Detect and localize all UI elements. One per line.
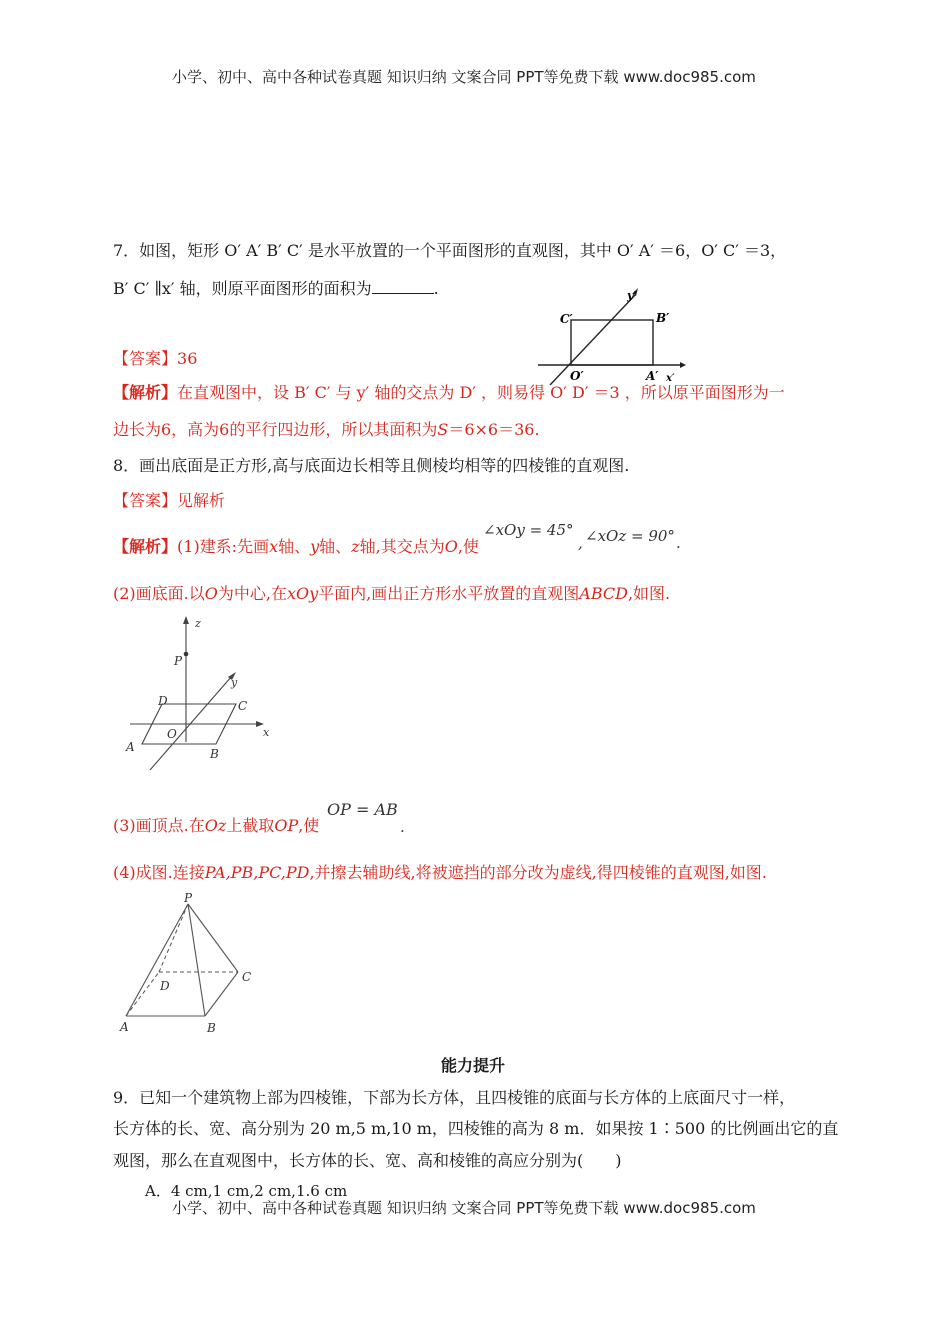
- step-text: (3)画顶点.在: [113, 816, 205, 835]
- q7-line2-text: B′ C′ ∥x′ 轴，则原平面图形的面积为: [113, 279, 372, 298]
- analysis-text: 在直观图中，设 B′ C′ 与 y′ 轴的交点为 D′ ，则易得 O′ D′ ＝3 ，所以原平面图形为一: [177, 383, 785, 402]
- q9-line1: 9．已知一个建筑物上部为四棱锥，下部为长方体，且四棱锥的底面与长方体的上底面尺寸一样，: [113, 1088, 796, 1107]
- label-y: y: [231, 676, 238, 689]
- q7-line2-dot: .: [433, 279, 439, 298]
- var-x: x: [269, 537, 279, 556]
- var-op: OP: [274, 816, 299, 835]
- step-text: 平面内,画出正方形水平放置的直观图: [318, 584, 580, 603]
- q8-step4: [113, 862, 767, 884]
- label-a: A: [120, 1020, 129, 1034]
- step-text: (4)成图.连接: [113, 863, 205, 882]
- label-o: O: [167, 727, 177, 741]
- rectangle-oabc: [571, 320, 653, 365]
- label-c-prime: C′: [560, 312, 573, 326]
- analysis-tag: 【解析】: [113, 537, 178, 556]
- q8-pyramid-figure: [112, 890, 262, 1035]
- analysis-text: ＝6×6＝36.: [448, 420, 540, 439]
- step-text: ,如图.: [627, 584, 671, 603]
- label-d: D: [158, 694, 168, 708]
- var-plane: xOy: [286, 584, 319, 603]
- edge-pa: [126, 904, 188, 1016]
- label-a-prime: A′: [646, 369, 659, 383]
- q7-analysis-line2: [113, 419, 540, 441]
- label-z: z: [195, 617, 201, 630]
- answer-value: 36: [177, 349, 198, 368]
- y-axis: [150, 676, 232, 770]
- step-text: 轴、: [278, 537, 311, 556]
- label-o-prime: O′: [570, 369, 584, 383]
- label-x-prime: x′: [666, 373, 675, 384]
- q8-step2: [113, 583, 670, 605]
- label-a: A: [126, 740, 135, 754]
- math-comma: ,: [578, 534, 583, 552]
- x-axis-arrow: [680, 362, 686, 368]
- step-text: ,使: [298, 816, 320, 835]
- math-period: .: [400, 818, 405, 836]
- edge-pb: [188, 904, 205, 1016]
- math-period: .: [676, 534, 681, 552]
- step-text: 轴,其交点为: [359, 537, 445, 556]
- answer-blank: [372, 279, 434, 294]
- label-y-prime: y′: [627, 289, 637, 302]
- var-abcd: ABCD: [579, 584, 628, 603]
- label-b: B: [210, 747, 219, 761]
- edge-bc: [205, 972, 238, 1016]
- q9-line3: 观图，那么在直观图中，长方体的长、宽、高和棱锥的高应分别为( ): [113, 1151, 622, 1170]
- header-banner: 小学、初中、高中各种试卷真题 知识归纳 文案合同 PPT等免费下载 www.doc985.com: [172, 68, 756, 86]
- step-text: (1)建系:先画: [177, 537, 270, 556]
- label-b-prime: B′: [656, 311, 670, 325]
- label-c: C: [242, 970, 252, 984]
- q7-line1: 7．如图，矩形 O′ A′ B′ C′ 是水平放置的一个平面图形的直观图，其中 O′ A′ ＝6，O′ C′ ＝3，: [113, 241, 787, 260]
- q9-line2: 长方体的长、宽、高分别为 20 m,5 m,10 m，四棱锥的高为 8 m．如果按 1∶500 的比例画出它的直: [113, 1119, 839, 1138]
- label-c: C: [238, 699, 248, 713]
- step-text: ,使: [457, 537, 479, 556]
- var-o: O: [444, 537, 458, 556]
- point-p: [184, 652, 189, 657]
- z-axis-arrow: [183, 616, 189, 624]
- q8-step1: [113, 536, 479, 558]
- step-text: (2)画底面.以: [113, 584, 205, 603]
- answer-value: 见解析: [177, 491, 226, 510]
- math-angle-xoy: ∠xOy = 45°: [483, 521, 574, 539]
- footer-banner: 小学、初中、高中各种试卷真题 知识归纳 文案合同 PPT等免费下载 www.doc985.com: [172, 1199, 756, 1217]
- q8-title: 8．画出底面是正方形,高与底面边长相等且侧棱均相等的四棱锥的直观图.: [113, 456, 630, 475]
- analysis-tag: 【解析】: [113, 383, 178, 402]
- label-b: B: [207, 1021, 216, 1035]
- q8-step3: [113, 815, 319, 837]
- var-o: O: [204, 584, 218, 603]
- step-text: 上截取: [226, 816, 275, 835]
- section-title: 能力提升: [441, 1056, 506, 1075]
- q7-line2: [113, 278, 439, 300]
- var-y: y: [310, 537, 320, 556]
- var-edges: PA,PB,PC,PD: [204, 863, 310, 882]
- answer-tag: 【答案】: [113, 491, 178, 510]
- y-prime-axis: [550, 294, 636, 385]
- q8-axes-figure: [120, 612, 280, 777]
- var-oz: Oz: [204, 816, 227, 835]
- q9-option-a: A．4 cm,1 cm,2 cm,1.6 cm: [145, 1182, 348, 1200]
- answer-tag: 【答案】: [113, 349, 178, 368]
- step-text: 轴、: [319, 537, 352, 556]
- edge-ad-hidden: [126, 972, 159, 1016]
- q8-answer: [113, 490, 225, 512]
- step-text: ,并擦去辅助线,将被遮挡的部分改为虚线,得四棱锥的直观图,如图.: [309, 863, 767, 882]
- q7-analysis-line1: [113, 382, 785, 404]
- var-z: z: [351, 537, 360, 556]
- edge-pc: [188, 904, 238, 972]
- edge-pd-hidden: [159, 904, 188, 972]
- label-p: P: [174, 654, 183, 668]
- label-d: D: [160, 979, 170, 993]
- q7-answer: [113, 348, 197, 370]
- step-text: 为中心,在: [217, 584, 287, 603]
- math-angle-xoz: ∠xOz = 90°: [585, 527, 675, 545]
- math-op-equals-ab: OP = AB: [327, 800, 398, 819]
- label-p: P: [184, 891, 193, 905]
- label-x: x: [263, 726, 270, 739]
- q7-rectangle-figure: [530, 284, 690, 386]
- analysis-text: 边长为6，高为6的平行四边形，所以其面积为: [113, 420, 438, 439]
- area-symbol: S: [437, 420, 449, 439]
